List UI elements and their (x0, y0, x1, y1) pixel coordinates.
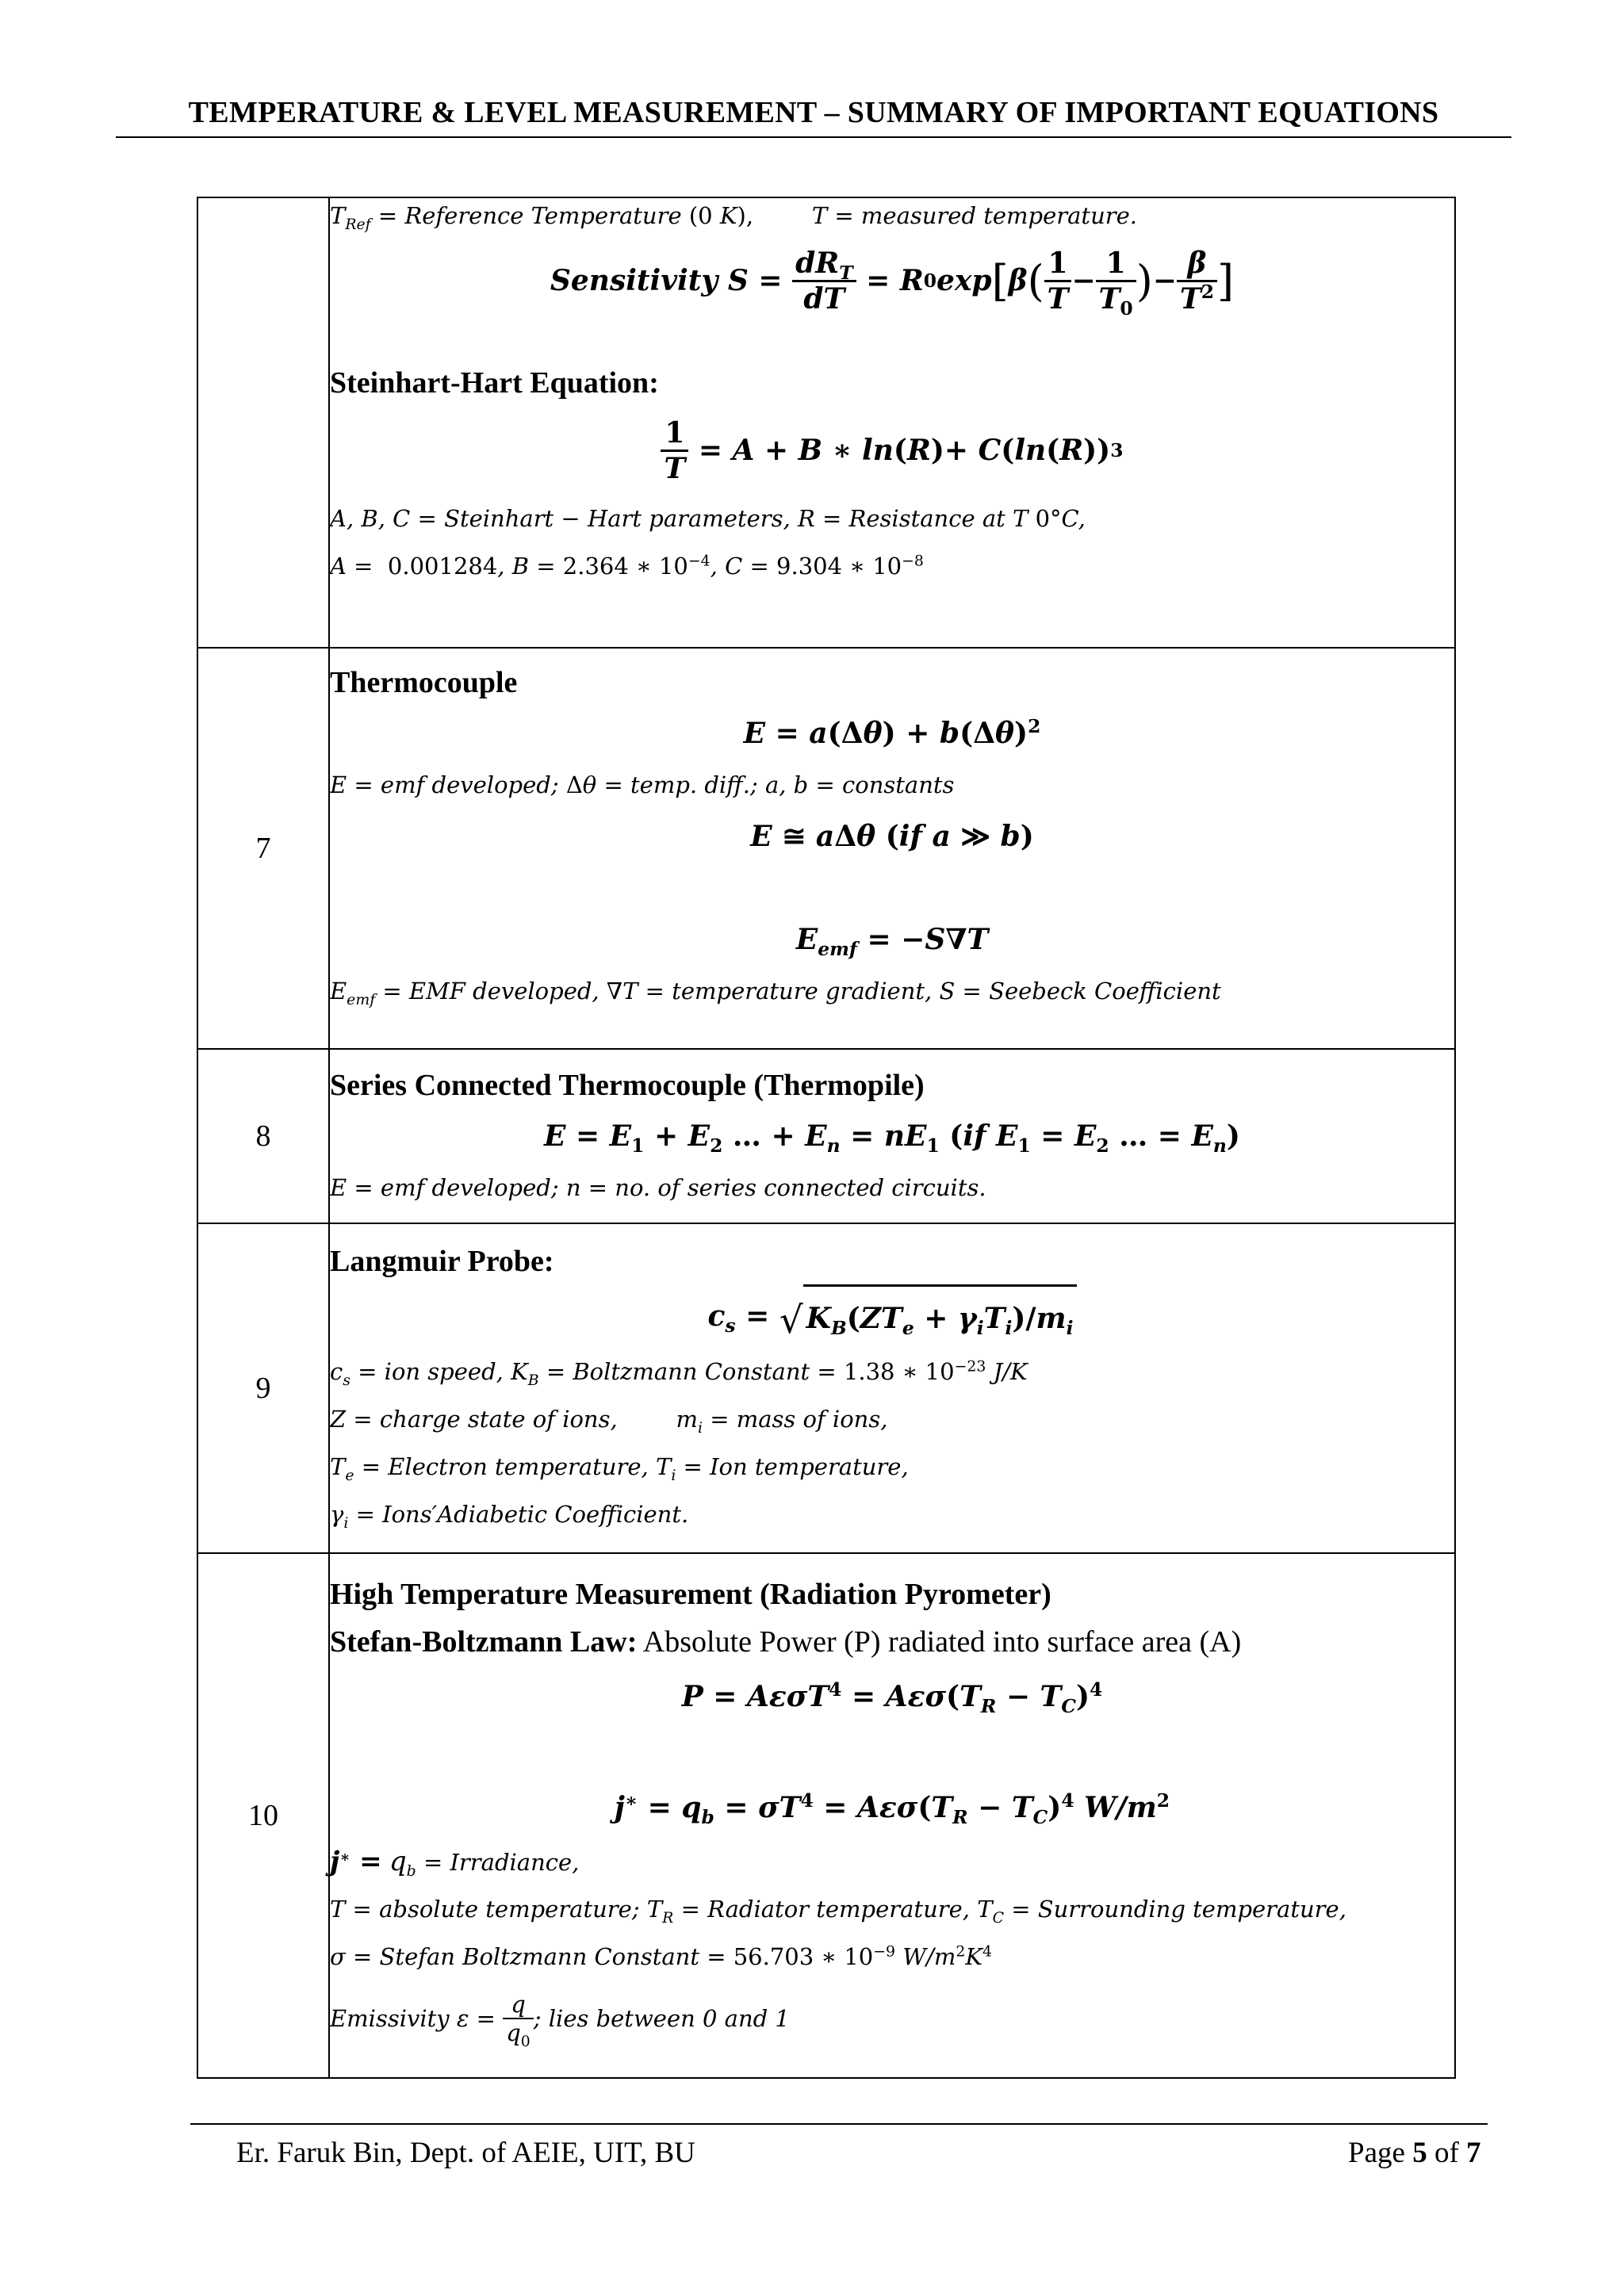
seebeck-equation: $E_{emf} = -S\nabla T$ (795, 923, 989, 961)
row-content-cell (329, 648, 1455, 1049)
emissivity-text: ; lies between 0 and 1 (533, 2005, 790, 2032)
stefan-boltzmann-label: Stefan-Boltzmann Law: (330, 1625, 638, 1659)
thermocouple-definitions: E = emf developed; Δθ = temp. diff.; a, b = constants (330, 771, 955, 798)
page-prefix: Page (1348, 2137, 1413, 2169)
row-content-cell (329, 1049, 1455, 1223)
temperature-definitions: T = absolute temperature; $T_R$ = Radiator temperature, $T_C$ = Surrounding temperature, (330, 1896, 1346, 1927)
tref-definition: $T_{Ref}$ = Reference Temperature (0 K), T = measured temperature. (330, 202, 1137, 233)
row-content-cell (329, 1553, 1455, 2078)
langmuir-definition-1: $c_s$ = ion speed, $K_B$ = Boltzmann Constant = 1.38 ∗ $10^{-23}$ J/K (330, 1358, 1028, 1389)
langmuir-definition-3: $T_e$ = Electron temperature, $T_i$ = Ion temperature, (330, 1453, 909, 1484)
table-row-langmuir-probe (197, 1223, 1455, 1553)
radiation-pyrometer-title: High Temperature Measurement (Radiation Pyrometer) (330, 1578, 1051, 1611)
irradiance-equation: $j^∗ = q_b = \sigma T^4 = A\varepsilon\sigma(T_R - T_C)^4$ $W/m^2$ (614, 1789, 1170, 1829)
thermopile-definitions: E = emf developed; n = no. of series connected circuits. (330, 1174, 986, 1201)
seebeck-definitions: $E_{emf}$ = EMF developed, ∇T = temperature gradient, S = Seebeck Coefficient (330, 978, 1221, 1008)
thermopile-equation: $E = E_1 + E_2$ … + $E_n = nE_1$ (if $E_1 = E_2$ … = $E_n$) (544, 1119, 1240, 1158)
steinhart-hart-values: A = 0.001284, B = 2.364 ∗ $10^{-4}$, C = 9.304 ∗ $10^{-8}$ (330, 553, 924, 580)
table-row-radiation-pyrometer (197, 1553, 1455, 2078)
langmuir-definition-2: Z = charge state of ions, $m_i$ = mass of ions, (330, 1406, 888, 1437)
thermopile-title: Series Connected Thermocouple (Thermopile) (330, 1069, 925, 1102)
row-number-cell (197, 197, 329, 648)
page-number (1348, 2136, 1481, 2170)
sensitivity-label: Sensitivity S (550, 264, 749, 297)
row-number-cell: 8 (197, 1049, 329, 1223)
header-divider (116, 136, 1511, 138)
page-of: of (1427, 2137, 1467, 2169)
langmuir-equation: $c_s$ = √ $K_B(ZT_e + \gamma_iT_i)/m_i$ (330, 1284, 1454, 1348)
irradiance-text: = Irradiance, (423, 1849, 580, 1876)
row-content-cell (329, 1223, 1455, 1553)
steinhart-hart-equation: $\frac{1}{T}$ = A + B ∗ ln ( R ) + C ( ln ( R )) 3 (330, 406, 1454, 495)
langmuir-definition-4: $\gamma_i$ = Ions′Adiabetic Coefficient. (330, 1501, 689, 1532)
langmuir-probe-title: Langmuir Probe: (330, 1245, 554, 1278)
steinhart-hart-parameters: A, B, C = Steinhart − Hart parameters, R = Resistance at T 0°C, (330, 505, 1086, 532)
footer-author: Er. Faruk Bin, Dept. of AEIE, UIT, BU (236, 2137, 695, 2169)
page-total: 7 (1466, 2137, 1481, 2169)
thermocouple-equation: $E = a(\Delta\theta) + b(\Delta\theta)^2$ (743, 715, 1041, 750)
footer-divider (190, 2123, 1488, 2125)
stefan-boltzmann-law (330, 1617, 1454, 1667)
row-number-cell: 9 (197, 1223, 329, 1553)
table-row-thermocouple (197, 648, 1455, 1049)
stefan-boltzmann-description: Absolute Power (P) radiated into surface area (A) (637, 1625, 1242, 1659)
table-row-thermopile (197, 1049, 1455, 1223)
row-number-cell: 10 (197, 1553, 329, 2078)
steinhart-hart-title: Steinhart-Hart Equation: (330, 366, 659, 400)
irradiance-definition: $j^∗ = q_b$ = Irradiance, (330, 1846, 580, 1880)
emissivity-label: Emissivity ε = (330, 2005, 496, 2032)
emissivity-definition: Emissivity ε = $\frac{q}{q_0}$ ; lies between 0 and 1 (330, 1991, 790, 2050)
page-current: 5 (1412, 2137, 1427, 2169)
equation-table (197, 197, 1456, 2079)
page-header-title: TEMPERATURE & LEVEL MEASUREMENT – SUMMARY OF IMPORTANT EQUATIONS (188, 96, 1439, 129)
row-content-cell (329, 197, 1455, 648)
row-number-cell: 7 (197, 648, 329, 1049)
stefan-boltzmann-constant: σ = Stefan Boltzmann Constant = 56.703 ∗ $10^{-9}$ $W/m^2K^4$ (330, 1943, 993, 1970)
thermocouple-title: Thermocouple (330, 666, 518, 699)
thermocouple-approximation: E ≅ aΔθ (if a ≫ b) (750, 820, 1034, 853)
sensitivity-equation: Sensitivity S = $\frac{dR_T}{dT}$ = R 0 exp [ β ( $\frac{1}{T}$ − $\frac{1}{T_0}$ ) − $\frac{\beta}{T^2}$ ] (550, 246, 1235, 320)
table-row-thermistor-continued (197, 197, 1455, 648)
radiated-power-equation: $P = A\varepsilon\sigma T^4 = A\varepsilon\sigma(T_R - T_C)^4$ (681, 1678, 1103, 1718)
